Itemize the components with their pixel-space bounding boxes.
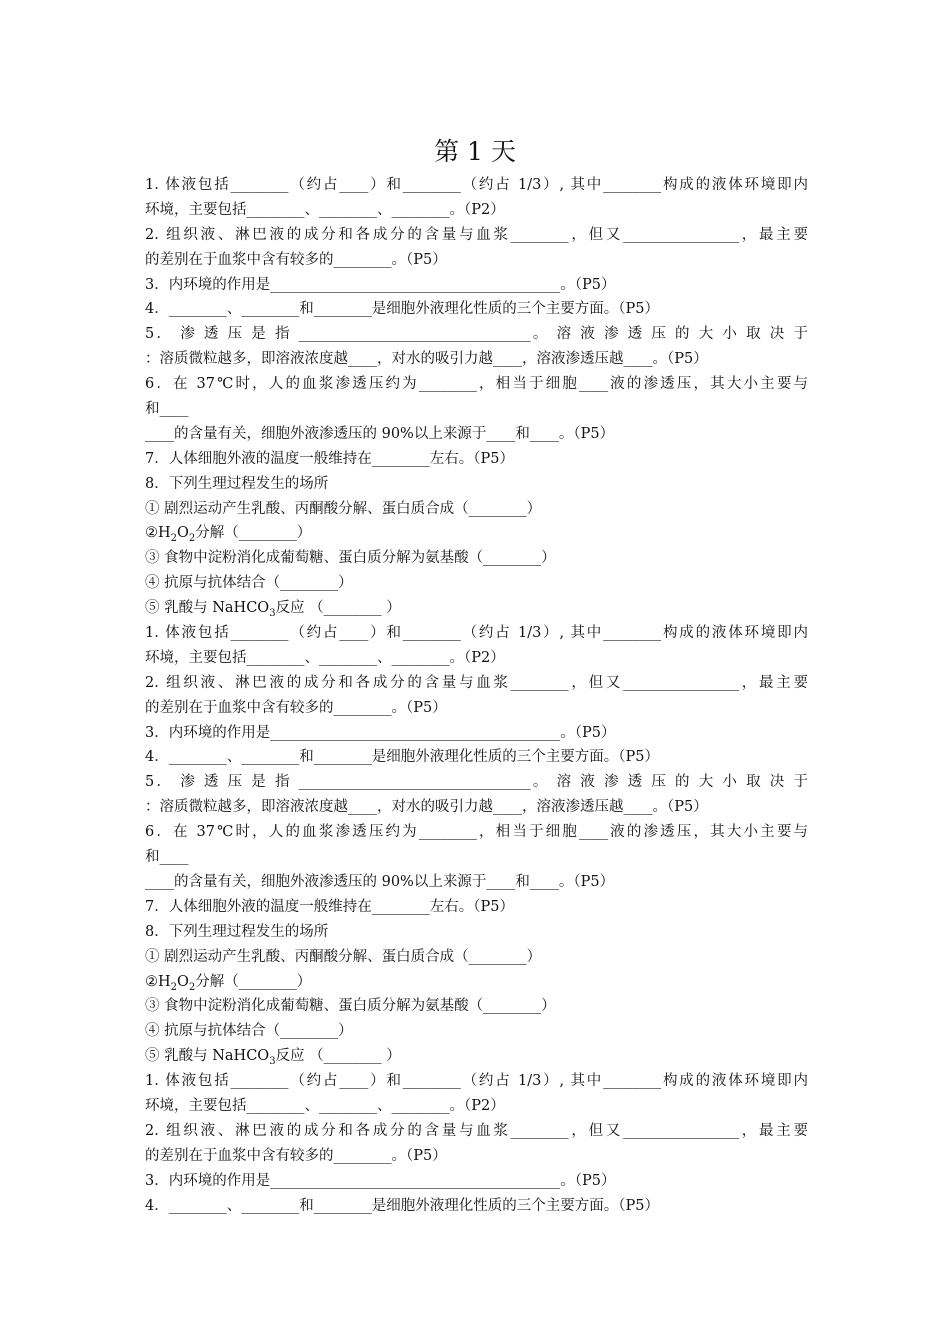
subscript: 2	[188, 981, 196, 993]
text-line: 1. 体液包括________（约占____）和________（约占 1/3）, 其中________构成的液体环境即内	[145, 177, 808, 193]
text-line: 4．________、________和________是细胞外液理化性质的三个主要方面。（P5）	[145, 301, 659, 318]
text-line: ：溶质微粒越多，即溶液浓度越____，对水的吸引力越____，溶液渗透压越____。（P5）	[145, 351, 708, 368]
text-line: 3．内环境的作用是________________________________________。（P5）	[145, 1172, 616, 1189]
text-line: 1. 体液包括________（约占____）和________（约占 1/3）, 其中________构成的液体环境即内	[145, 625, 808, 642]
text-line	[145, 1044, 808, 1069]
text-line: 8．下列生理过程发生的场所	[145, 923, 329, 940]
document-body	[145, 173, 808, 1218]
text-line: 1. 体液包括________（约占____）和________（约占 1/3）, 其中________构成的液体环境即内	[145, 1073, 808, 1090]
text-line: 3．内环境的作用是________________________________________。（P5）	[145, 724, 616, 741]
text-fragment: ⑤ 乳酸与 NaHCO	[145, 1048, 270, 1065]
text-line: ____的含量有关，细胞外液渗透压的 90%以上来源于____和____。（P5）	[145, 873, 615, 890]
text-line: 2. 组织液、淋巴液的成分和各成分的含量与血浆________，但又________________，最主要	[145, 674, 808, 691]
text-line: ③ 食物中淀粉消化成葡萄糖、蛋白质分解为氨基酸（________）	[145, 998, 556, 1015]
text-line: 的差别在于血浆中含有较多的________。（P5）	[145, 1147, 447, 1164]
text-line: 4．________、________和________是细胞外液理化性质的三个主要方面。（P5）	[145, 1197, 659, 1214]
text-line: ④ 抗原与抗体结合（________）	[145, 1023, 353, 1040]
text-line: 6．在 37℃时，人的血浆渗透压约为________，相当于细胞____液的渗透压，其大小主要与	[145, 376, 808, 393]
text-line: ④ 抗原与抗体结合（________）	[145, 575, 353, 592]
text-fragment: 反应 （________ ）	[275, 600, 401, 617]
text-line: 环境，主要包括________、________、________。（P2）	[145, 201, 505, 218]
text-line	[145, 596, 808, 621]
text-line: ① 剧烈运动产生乳酸、丙酮酸分解、蛋白质合成（________）	[145, 500, 542, 517]
page-title: 第 1 天	[434, 137, 516, 166]
text-line: 2. 组织液、淋巴液的成分和各成分的含量与血浆________，但又________________，最主要	[145, 1122, 808, 1139]
text-fragment: 分解（________）	[195, 525, 312, 542]
text-fragment: ⑤ 乳酸与 NaHCO	[145, 600, 270, 617]
text-line	[145, 970, 808, 995]
text-line: 环境，主要包括________、________、________。（P2）	[145, 1097, 505, 1114]
text-line: 3．内环境的作用是________________________________________。（P5）	[145, 276, 616, 293]
subscript: 2	[170, 533, 178, 545]
text-line: 7．人体细胞外液的温度一般维持在________左右。（P5）	[145, 898, 514, 915]
text-line: 5． 渗 透 压 是 指 ________________________________。 溶 液 渗 透 压 的 大 小 取 决 于	[145, 774, 808, 791]
text-line: 的差别在于血浆中含有较多的________。（P5）	[145, 699, 447, 716]
text-line: 8．下列生理过程发生的场所	[145, 475, 329, 492]
text-line: 的差别在于血浆中含有较多的________。（P5）	[145, 251, 447, 268]
text-line: ____的含量有关，细胞外液渗透压的 90%以上来源于____和____。（P5）	[145, 425, 615, 442]
text-line: 和____	[145, 401, 189, 418]
text-line: 4．________、________和________是细胞外液理化性质的三个主要方面。（P5）	[145, 749, 659, 766]
subscript: 3	[269, 608, 276, 620]
text-fragment: O	[177, 973, 189, 990]
text-line: 7．人体细胞外液的温度一般维持在________左右。（P5）	[145, 450, 514, 467]
subscript: 2	[170, 981, 178, 993]
text-fragment: O	[177, 525, 189, 542]
text-line: 2. 组织液、淋巴液的成分和各成分的含量与血浆________，但又________________，最主要	[145, 226, 808, 243]
text-line: 5． 渗 透 压 是 指 ________________________________。 溶 液 渗 透 压 的 大 小 取 决 于	[145, 326, 808, 343]
text-line: 和____	[145, 849, 189, 866]
text-line: ：溶质微粒越多，即溶液浓度越____，对水的吸引力越____，溶液渗透压越____。（P5）	[145, 799, 708, 816]
subscript: 3	[269, 1056, 276, 1068]
text-line: ③ 食物中淀粉消化成葡萄糖、蛋白质分解为氨基酸（________）	[145, 550, 556, 567]
text-line: ① 剧烈运动产生乳酸、丙酮酸分解、蛋白质合成（________）	[145, 948, 542, 965]
text-line: 环境，主要包括________、________、________。（P2）	[145, 649, 505, 666]
text-fragment: ②H	[145, 973, 171, 990]
text-line	[145, 521, 808, 546]
text-fragment: ②H	[145, 525, 171, 542]
text-line: 6．在 37℃时，人的血浆渗透压约为________，相当于细胞____液的渗透压，其大小主要与	[145, 824, 808, 841]
subscript: 2	[188, 533, 196, 545]
text-fragment: 反应 （________ ）	[275, 1048, 401, 1065]
text-fragment: 分解（________）	[195, 973, 312, 990]
